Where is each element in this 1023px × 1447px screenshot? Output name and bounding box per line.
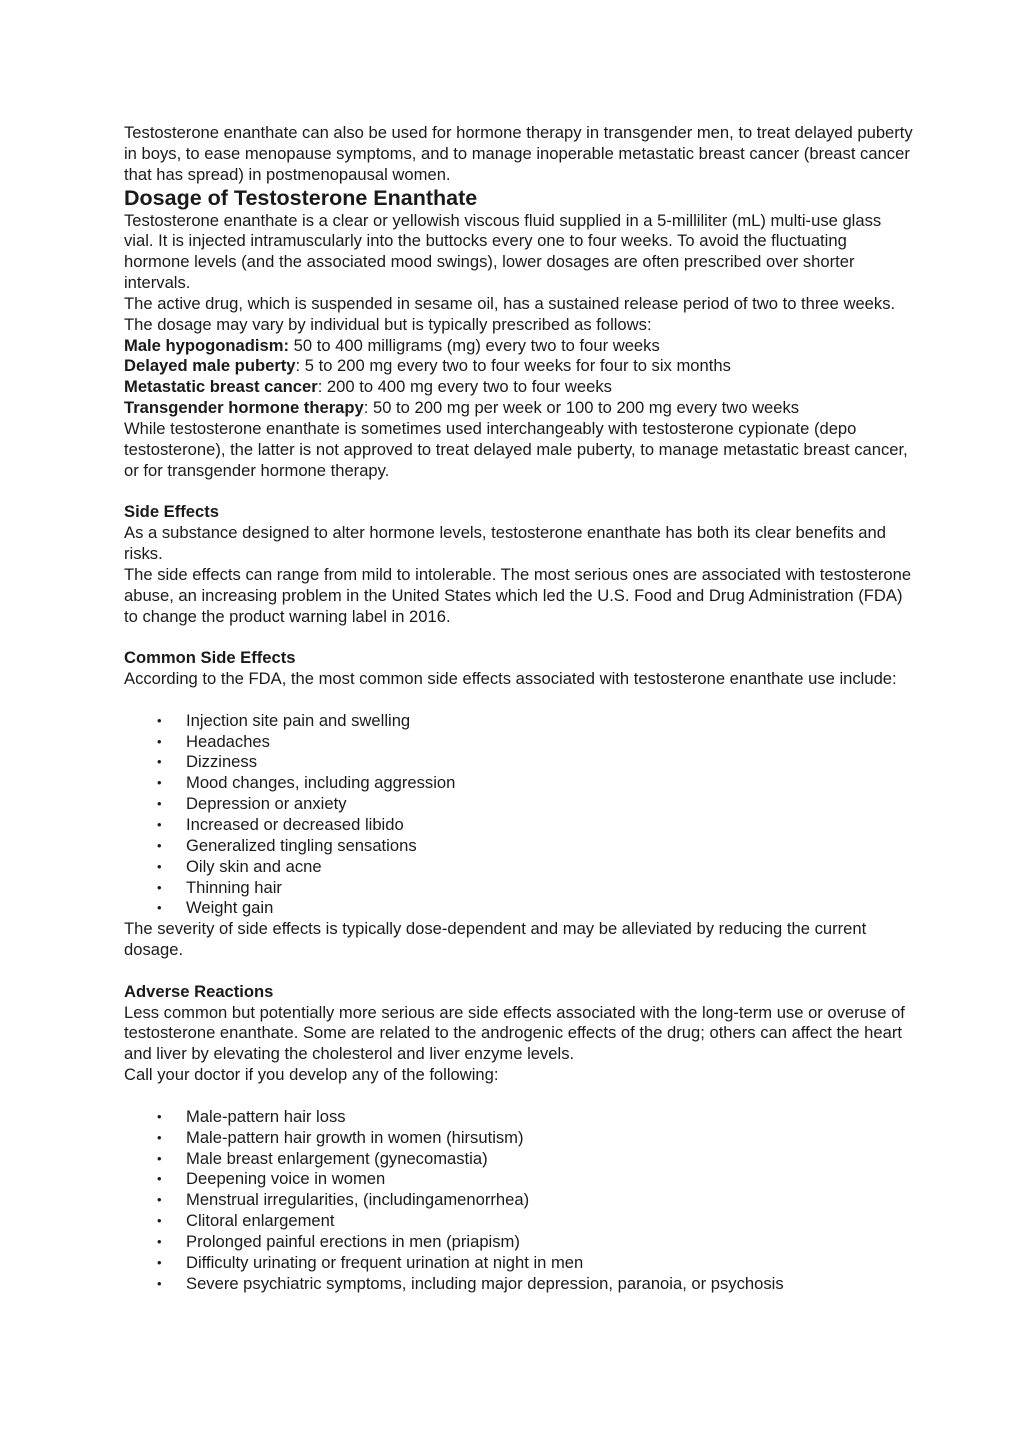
list-item <box>124 857 914 878</box>
bullet-icon: • <box>157 1129 162 1145</box>
list-item-text: Male breast enlargement (gynecomastia) <box>186 1148 488 1168</box>
spacer <box>124 482 914 503</box>
list-item <box>124 711 914 732</box>
side-effects-heading: Side Effects <box>124 502 219 522</box>
bullet-icon: • <box>157 900 162 916</box>
dosage-paragraph-2: The active drug, which is suspended in sesame oil, has a sustained release period of two to three weeks. The dosage may vary by individual but is typically prescribed as follows: <box>124 293 896 334</box>
bullet-icon: • <box>157 1108 162 1124</box>
dosage-item-label: Delayed male puberty <box>124 356 296 376</box>
bullet-icon: • <box>157 775 162 791</box>
dosage-item-text: : 200 to 400 mg every two to four weeks <box>317 377 612 397</box>
list-item <box>124 878 914 899</box>
bullet-icon: • <box>157 1150 162 1166</box>
dosage-item-text: 50 to 400 milligrams (mg) every two to four weeks <box>289 335 660 355</box>
list-item <box>124 1149 914 1170</box>
list-item-text: Thinning hair <box>186 877 282 897</box>
list-item <box>124 815 914 836</box>
side-effects-paragraph-2: The side effects can range from mild to intolerable. The most serious ones are associated with testosterone abuse, an increasing problem in the United States which led the U.S. Food and Drug Administration (FDA) to change the product warning label in 2016. <box>124 564 912 626</box>
spacer <box>124 961 914 982</box>
list-item-text: Depression or anxiety <box>186 794 347 814</box>
bullet-icon: • <box>157 1192 162 1208</box>
list-item-text: Severe psychiatric symptoms, including major depression, paranoia, or psychosis <box>186 1273 784 1293</box>
bullet-icon: • <box>157 796 162 812</box>
bullet-icon: • <box>157 1254 162 1270</box>
bullet-icon: • <box>157 1233 162 1249</box>
adverse-reactions-list <box>124 1107 914 1295</box>
bullet-icon: • <box>157 712 162 728</box>
list-item <box>124 1253 914 1274</box>
spacer <box>124 1086 914 1107</box>
list-item-text: Generalized tingling sensations <box>186 835 417 855</box>
side-effects-paragraph-1: As a substance designed to alter hormone levels, testosterone enanthate has both its clear benefits and risks. <box>124 523 886 564</box>
dosage-item <box>124 398 914 419</box>
bullet-icon: • <box>157 817 162 832</box>
spacer <box>124 627 914 648</box>
dosage-item-text: : 5 to 200 mg every two to four weeks for four to six months <box>295 356 731 376</box>
intro-paragraph: Testosterone enanthate can also be used for hormone therapy in transgender men, to treat delayed puberty in boys, to ease menopause symptoms, and to manage inoperable metastatic breast cancer (breast cancer that has spread) in postmenopausal women. <box>124 123 913 184</box>
bullet-icon: • <box>157 858 162 874</box>
dosage-item <box>124 336 914 357</box>
bullet-icon: • <box>157 754 162 770</box>
bullet-icon: • <box>157 1275 162 1291</box>
dosage-heading: Dosage of Testosterone Enanthate <box>124 185 478 210</box>
list-item-text: Prolonged painful erections in men (priapism) <box>186 1231 520 1251</box>
bullet-icon: • <box>157 837 162 853</box>
dosage-paragraph-1: Testosterone enanthate is a clear or yellowish viscous fluid supplied in a 5-milliliter (mL) multi-use glass vial. It is injected intramuscularly into the buttocks every one to four weeks. To avoid the fluctuating hormone levels (and the associated mood swings), lower dosages are often prescribed over shorter intervals. <box>124 210 882 293</box>
dosage-item-label: Metastatic breast cancer <box>124 377 318 397</box>
dosage-item-text: : 50 to 200 mg per week or 100 to 200 mg every two weeks <box>363 398 800 418</box>
list-item <box>124 898 914 919</box>
dosage-item <box>124 377 914 398</box>
list-item-text: Male-pattern hair loss <box>186 1106 346 1126</box>
list-item-text: Increased or decreased libido <box>186 815 404 834</box>
adverse-reactions-heading: Adverse Reactions <box>124 981 274 1001</box>
list-item-text: Male-pattern hair growth in women (hirsutism) <box>186 1127 524 1147</box>
list-item <box>124 1128 914 1149</box>
list-item <box>124 1169 914 1190</box>
list-item <box>124 752 914 773</box>
adverse-reactions-paragraph-1: Less common but potentially more serious are side effects associated with the long-term use or overuse of testosterone enanthate. Some are related to the androgenic effects of the drug; others can affect the heart and liver by elevating the cholesterol and liver enzyme levels. <box>124 1002 905 1064</box>
list-item <box>124 1190 914 1211</box>
list-item <box>124 794 914 815</box>
dosage-paragraph-3: While testosterone enanthate is sometimes used interchangeably with testosterone cypionate (depo testosterone), the latter is not approved to treat delayed male puberty, to manage metastatic breast cancer, or for transgender hormone therapy. <box>124 418 908 480</box>
common-side-effects-list <box>124 711 914 919</box>
list-item-text: Difficulty urinating or frequent urination at night in men <box>186 1252 584 1272</box>
bullet-icon: • <box>157 733 162 749</box>
list-item <box>124 732 914 753</box>
list-item <box>124 1232 914 1253</box>
list-item-text: Dizziness <box>186 752 258 772</box>
list-item-text: Oily skin and acne <box>186 856 322 876</box>
document-page <box>124 123 914 1294</box>
list-item <box>124 1211 914 1232</box>
dosage-item-label: Transgender hormone therapy <box>124 398 364 418</box>
list-item-text: Mood changes, including aggression <box>186 773 456 793</box>
adverse-reactions-paragraph-2: Call your doctor if you develop any of the following: <box>124 1065 499 1085</box>
bullet-icon: • <box>157 1171 162 1187</box>
list-item-text: Clitoral enlargement <box>186 1211 335 1231</box>
list-item-text: Menstrual irregularities, (includingamenorrhea) <box>186 1190 530 1210</box>
list-item-text: Headaches <box>186 731 270 751</box>
list-item <box>124 1274 914 1295</box>
list-item <box>124 836 914 857</box>
list-item-text: Deepening voice in women <box>186 1169 386 1189</box>
list-item-text: Weight gain <box>186 898 274 918</box>
spacer <box>124 690 914 711</box>
bullet-icon: • <box>157 879 162 895</box>
common-side-effects-paragraph-1: According to the FDA, the most common side effects associated with testosterone enanthate use include: <box>124 669 897 689</box>
list-item <box>124 1107 914 1128</box>
common-side-effects-heading: Common Side Effects <box>124 648 296 668</box>
dosage-item-label: Male hypogonadism: <box>124 335 290 355</box>
bullet-icon: • <box>157 1213 162 1229</box>
list-item-text: Injection site pain and swelling <box>186 710 411 730</box>
list-item <box>124 773 914 794</box>
dosage-item <box>124 356 914 377</box>
common-side-effects-paragraph-2: The severity of side effects is typically dose-dependent and may be alleviated by reducing the current dosage. <box>124 919 867 960</box>
